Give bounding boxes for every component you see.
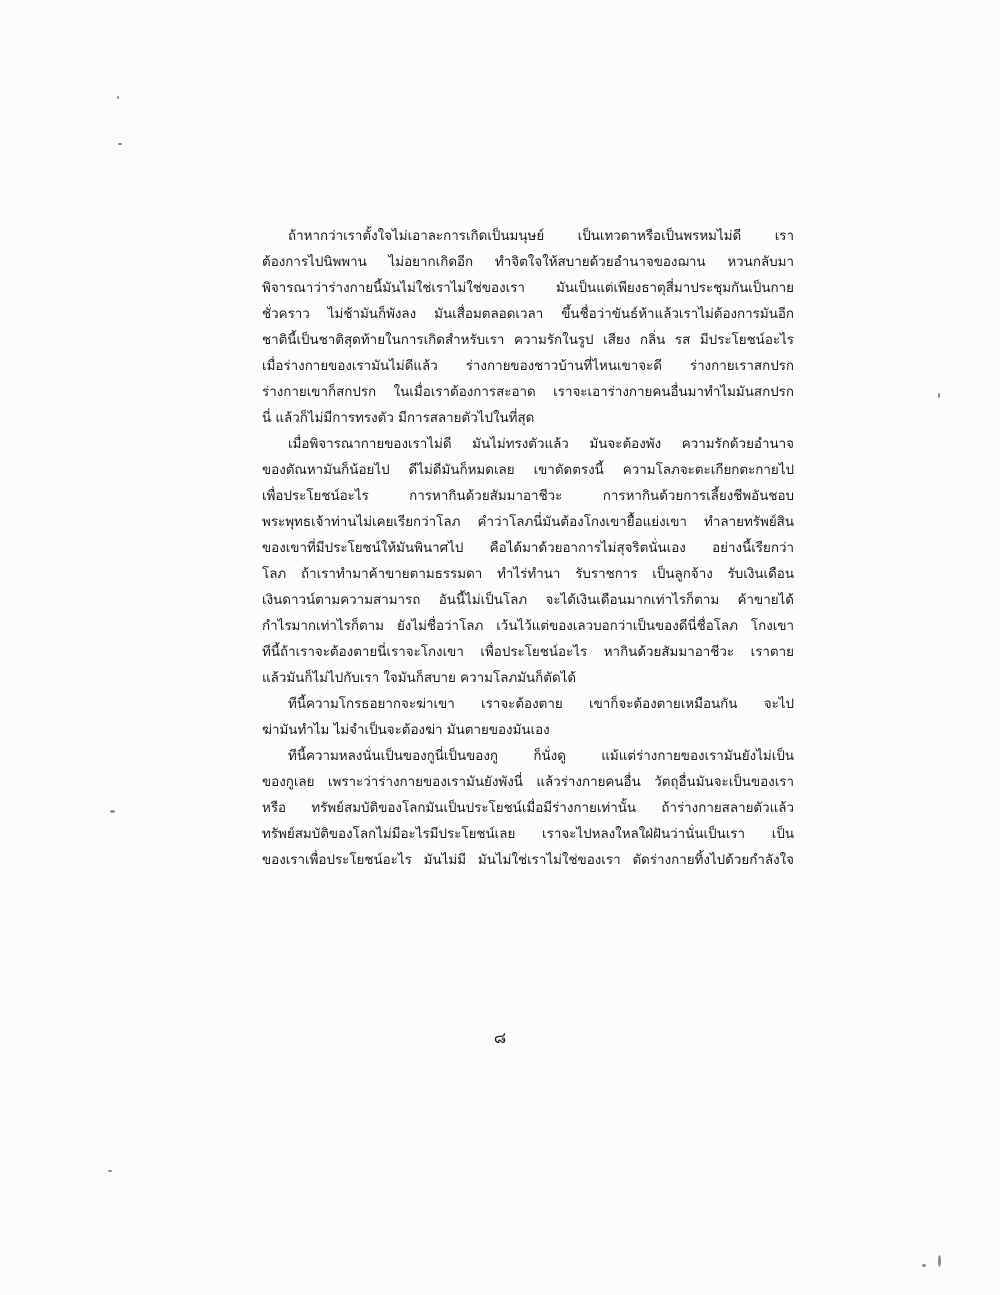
text-line: แล้วมันก็ไม่ไปกับเรา ใจมันก็สบาย ความโลภมันก็ตัดได้	[262, 671, 577, 686]
scan-speck	[922, 1264, 926, 1267]
scan-speck	[938, 393, 940, 398]
scan-speck	[118, 143, 122, 145]
scan-speck	[110, 810, 115, 813]
text-line: ทีนี้ความหลงนั่นเป็นของกูนี่เป็นของกู ก็นั่งดู แม้แต่ร่างกายของเรามันยังไม่เป็น	[288, 749, 794, 764]
text-line: ฆ่ามันทำไม ไม่จำเป็นจะต้องฆ่า มันตายของมันเอง	[262, 723, 550, 738]
text-line: นี่ แล้วก็ไม่มีการทรงตัว มีการสลายตัวไปในที่สุด	[262, 411, 535, 426]
text-line: เมื่อพิจารณากายของเราไม่ดี มันไม่ทรงตัวแล้ว มันจะต้องพัง ความรักด้วยอำนาจ	[288, 437, 794, 452]
text-line: ชั่วคราว ไม่ช้ามันก็พังลง มันเสื่อมตลอดเวลา ขึ้นชื่อว่าขันธ์ห้าแล้วเราไม่ต้องการมันอีก	[262, 307, 794, 322]
paragraph	[262, 744, 794, 874]
text-line: ทรัพย์สมบัติของโลกไม่มีอะไรมีประโยชน์เลย เราจะไปหลงใหลใฝ่ฝันว่านั่นเป็นเรา เป็น	[262, 827, 794, 842]
paragraph	[262, 692, 794, 744]
body-text	[262, 224, 794, 874]
text-line: ของกูเลย เพราะว่าร่างกายของเรามันยังพังนี่ แล้วร่างกายคนอื่น วัตถุอื่นมันจะเป็นของเรา	[262, 775, 794, 790]
text-line: เงินดาวน์ตามความสามารถ อันนี้ไม่เป็นโลภ จะได้เงินเดือนมากเท่าไรก็ตาม ค้าขายได้	[262, 593, 794, 608]
paragraph	[262, 224, 794, 432]
scan-speck	[117, 96, 119, 99]
text-line: ร่างกายเขาก็สกปรก ในเมื่อเราต้องการสะอาด เราจะเอาร่างกายคนอื่นมาทำไมมันสกปรก	[262, 385, 794, 400]
text-line: พิจารณาว่าร่างกายนี้มันไม่ใช่เราไม่ใช่ของเรา มันเป็นแต่เพียงธาตุสี่มาประชุมกันเป็นกาย	[262, 281, 794, 296]
text-line: ของตัณหามันก็น้อยไป ดีไม่ดีมันก็หมดเลย เขาตัดตรงนี้ ความโลภจะตะเกียกตะกายไป	[262, 463, 794, 478]
text-line: หรือ ทรัพย์สมบัติของโลกมันเป็นประโยชน์เมื่อมีร่างกายเท่านั้น ถ้าร่างกายสลายตัวแล้ว	[262, 801, 794, 816]
page-number: ๘	[493, 1028, 507, 1047]
text-line: เมื่อร่างกายของเรามันไม่ดีแล้ว ร่างกายของชาวบ้านที่ไหนเขาจะดี ร่างกายเราสกปรก	[262, 359, 794, 374]
scan-speck	[938, 1255, 941, 1267]
text-line: ทีนี้ความโกรธอยากจะฆ่าเขา เราจะต้องตาย เขาก็จะต้องตายเหมือนกัน จะไป	[288, 697, 794, 712]
text-line: ต้องการไปนิพพาน ไม่อยากเกิดอีก ทำจิตใจให้สบายด้วยอำนาจของฌาน หวนกลับมา	[262, 255, 794, 270]
text-line: โลภ ถ้าเราทำมาค้าขายตามธรรมดา ทำไร่ทำนา รับราชการ เป็นลูกจ้าง รับเงินเดือน	[262, 567, 794, 582]
paragraph	[262, 432, 794, 692]
text-line: พระพุทธเจ้าท่านไม่เคยเรียกว่าโลภ คำว่าโลภนี่มันต้องโกงเขายื้อแย่งเขา ทำลายทรัพย์สิน	[262, 515, 794, 530]
text-line: ของเราเพื่อประโยชน์อะไร มันไม่มี มันไม่ใช่เราไม่ใช่ของเรา ตัดร่างกายทิ้งไปด้วยกำลังใจ	[262, 853, 794, 868]
text-line: ทีนี้ถ้าเราจะต้องตายนี่เราจะโกงเขา เพื่อประโยชน์อะไร หากินด้วยสัมมาอาชีวะ เราตาย	[262, 645, 794, 660]
text-line: เพื่อประโยชน์อะไร การหากินด้วยสัมมาอาชีวะ การหากินด้วยการเลี้ยงชีพอันชอบ	[262, 489, 794, 504]
text-line: ของเขาที่มีประโยชน์ให้มันพินาศไป คือได้มาด้วยอาการไม่สุจริตนั่นเอง อย่างนี้เรียกว่า	[262, 541, 794, 556]
text-line: ถ้าหากว่าเราตั้งใจไม่เอาละการเกิดเป็นมนุษย์ เป็นเทวดาหรือเป็นพรหมไม่ดี เรา	[288, 229, 794, 244]
text-line: กำไรมากเท่าไรก็ตาม ยังไม่ชื่อว่าโลภ เว้นไว้แต่ของเลวบอกว่าเป็นของดีนี่ชื่อโลภ โกงเขา	[262, 619, 794, 634]
scan-speck	[108, 1170, 112, 1172]
text-line: ชาตินี้เป็นชาติสุดท้ายในการเกิดสำหรับเรา ความรักในรูป เสียง กลิ่น รส มีประโยชน์อะไร	[262, 333, 794, 348]
